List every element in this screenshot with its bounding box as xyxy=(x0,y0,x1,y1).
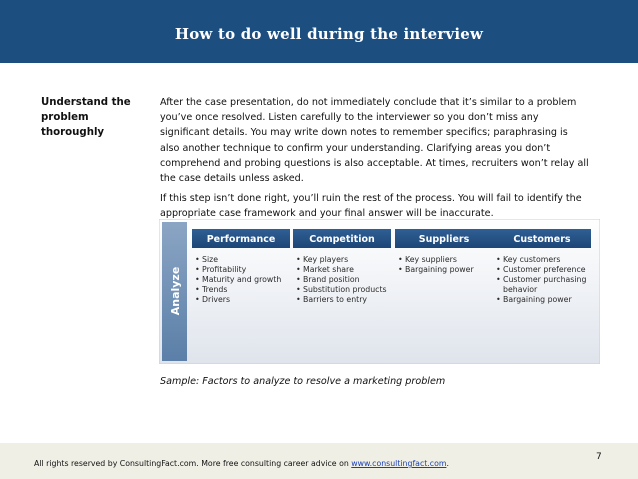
bullet: • xyxy=(195,295,200,304)
section-label xyxy=(41,95,146,140)
page-title: How to do well during the interview xyxy=(174,24,484,43)
page-number: 7 xyxy=(596,452,602,462)
bullet: • xyxy=(296,295,301,304)
bullet: • xyxy=(296,255,301,264)
framework-item: Substitution products xyxy=(303,285,387,294)
copyright-text: All rights reserved by ConsultingFact.com. More free consulting career advice on xyxy=(34,459,352,468)
copyright-notice xyxy=(34,459,449,468)
framework-item: Bargaining power xyxy=(503,295,572,304)
bullet: • xyxy=(496,255,501,264)
framework-item: Barriers to entry xyxy=(303,295,368,304)
body-text xyxy=(160,95,590,226)
copyright-suffix: . xyxy=(446,459,449,468)
framework-item: behavior xyxy=(503,285,538,294)
website-link[interactable]: www.consultingfact.com xyxy=(351,459,447,468)
analyze-label: Analyze xyxy=(169,266,182,316)
bullet: • xyxy=(195,265,200,274)
bullet: • xyxy=(195,285,200,294)
framework-item: Profitability xyxy=(202,265,247,274)
column-header: Suppliers xyxy=(418,234,470,245)
framework-item: Customer preference xyxy=(503,265,586,274)
framework-item: Key customers xyxy=(503,255,561,264)
bullet: • xyxy=(496,275,501,284)
bullet: • xyxy=(296,275,301,284)
bullet: • xyxy=(496,265,501,274)
section-label-line: Understand the xyxy=(41,97,131,108)
analyze-framework-figure xyxy=(159,219,600,364)
framework-item: Size xyxy=(202,255,219,264)
framework-item: Brand position xyxy=(303,275,360,284)
bullet: • xyxy=(496,295,501,304)
framework-item: Drivers xyxy=(202,295,231,304)
framework-item: Maturity and growth xyxy=(202,275,282,284)
title-bar xyxy=(0,0,638,63)
bullet: • xyxy=(398,255,403,264)
column-header: Customers xyxy=(513,234,571,245)
column-header: Performance xyxy=(206,234,276,245)
column-header: Competition xyxy=(309,234,375,245)
bullet: • xyxy=(296,285,301,294)
framework-item: Key players xyxy=(303,255,349,264)
framework-item: Trends xyxy=(202,285,228,294)
paragraph: After the case presentation, do not immediately conclude that it’s similar to a problem you’ve once resolved. Listen carefully to the interviewer so you don’t miss any significant details. You may write down notes to remember specifics; paraphrasing is also another technique to confirm your understanding. Clarifying areas you don’t comprehend and probing questions is also acceptable. At times, recruiters won’t relay all the case details unless asked. xyxy=(160,97,589,185)
section-label-line: problem xyxy=(41,112,89,123)
footer xyxy=(0,443,638,479)
bullet: • xyxy=(296,265,301,274)
bullet: • xyxy=(195,255,200,264)
section-label-line: thoroughly xyxy=(41,127,105,138)
framework-item: Key suppliers xyxy=(405,255,457,264)
framework-item: Bargaining power xyxy=(405,265,474,274)
bullet: • xyxy=(398,265,403,274)
bullet: • xyxy=(195,275,200,284)
framework-item: Customer purchasing xyxy=(503,275,587,284)
figure-caption: Sample: Factors to analyze to resolve a marketing problem xyxy=(160,376,446,387)
paragraph: If this step isn’t done right, you’ll ruin the rest of the process. You will fail to identify the appropriate case framework and your final answer will be inaccurate. xyxy=(160,193,582,220)
framework-item: Market share xyxy=(303,265,354,274)
